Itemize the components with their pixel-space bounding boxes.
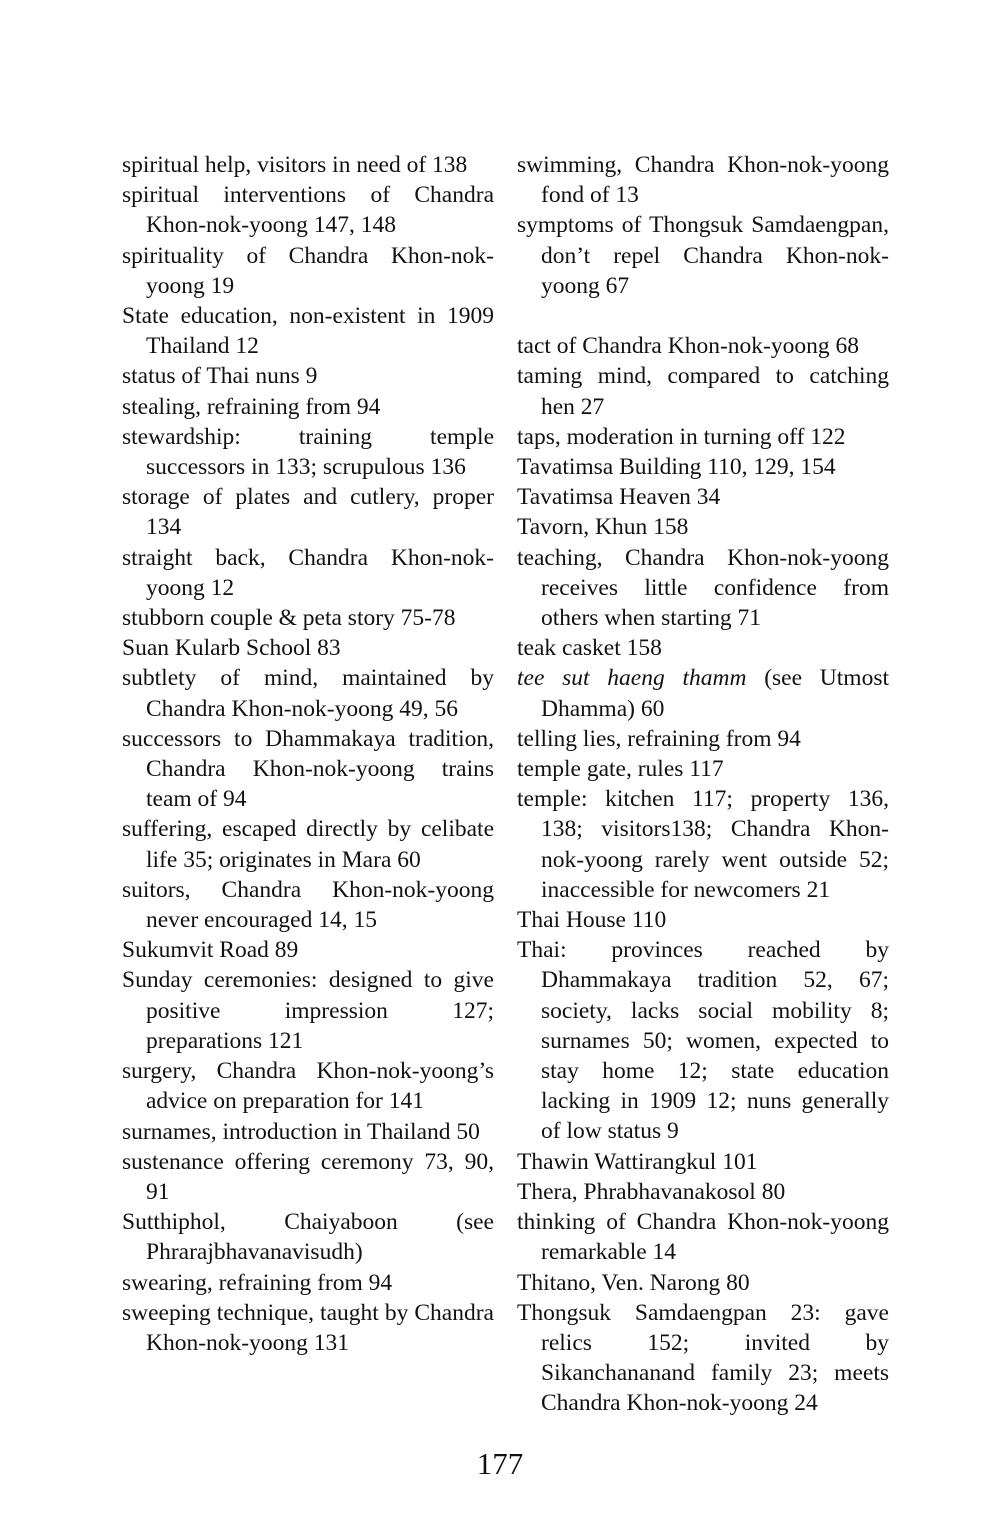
- index-entry: Sukumvit Road 89: [122, 937, 299, 964]
- index-entry: symptoms of Thongsuk Samdaengpan, don’t repel Chandra Khon-nok-yoong 67: [517, 212, 889, 299]
- index-entry: suitors, Chandra Khon-nok-yoong never encouraged 14, 15: [122, 876, 494, 934]
- index-entry: taps, moderation in turning off 122: [517, 423, 846, 450]
- index-entry: thinking of Chandra Khon-nok-yoong remarkable 14: [517, 1209, 889, 1266]
- page-number: 177: [476, 1446, 524, 1481]
- index-entry: status of Thai nuns 9: [122, 363, 318, 390]
- index-entry: Tavatimsa Heaven 34: [517, 484, 721, 511]
- index-entry: surnames, introduction in Thailand 50: [122, 1118, 480, 1145]
- index-entry: tact of Chandra Khon-nok-yoong 68: [517, 333, 859, 360]
- index-entry: teak casket 158: [517, 635, 662, 662]
- index-entry: Sutthiphol, Chaiyaboon (see Phrarajbhavanavisudh): [122, 1209, 494, 1266]
- index-entry: Sunday ceremonies: designed to give positive impression 127; preparations 121: [122, 967, 494, 1054]
- index-entry: Thongsuk Samdaengpan 23: gave relics 152; invited by Sikanchananand family 23; meets Chandra Khon-nok-yoong 24: [517, 1299, 889, 1417]
- index-column-left: [122, 150, 494, 1358]
- index-entry: spirituality of Chandra Khon-nok-yoong 19: [122, 242, 494, 299]
- italic-term: tee sut haeng thamm: [517, 665, 747, 692]
- index-entry: Thai House 110: [517, 907, 667, 934]
- index-entry: teaching, Chandra Khon-nok-yoong receives little confidence from others when starting 71: [517, 544, 889, 632]
- index-column-right: [517, 150, 889, 1419]
- index-entry: spiritual help, visitors in need of 138: [122, 152, 468, 178]
- index-entry: stewardship: training temple successors in 133; scrupulous 136: [122, 423, 494, 481]
- index-entry: subtlety of mind, maintained by Chandra Khon-nok-yoong 49, 56: [122, 665, 494, 722]
- index-entry: telling lies, refraining from 94: [517, 725, 801, 752]
- index-entry: stealing, refraining from 94: [122, 393, 381, 420]
- index-entry: storage of plates and cutlery, proper 134: [122, 484, 494, 541]
- index-entry: temple gate, rules 117: [517, 756, 724, 783]
- index-entry: Thai: provinces reached by Dhammakaya tradition 52, 67; society, lacks social mobility 8; surnames 50; women, expected to stay home 12; state education lacking in 1909 12; nuns generally of low status 9: [517, 937, 889, 1145]
- index-entry: swimming, Chandra Khon-nok-yoong fond of 13: [517, 152, 889, 209]
- index-entry: swearing, refraining from 94: [122, 1269, 393, 1296]
- index-entry: Tavatimsa Building 110, 129, 154: [517, 454, 836, 481]
- index-entry: Thera, Phrabhavanakosol 80: [517, 1178, 786, 1205]
- index-entry-italic-term: [517, 663, 889, 723]
- index-entry: stubborn couple & peta story 75-78: [122, 605, 456, 632]
- index-entry: successors to Dhammakaya tradition, Chandra Khon-nok-yoong trains team of 94: [122, 725, 494, 813]
- index-entry: Thitano, Ven. Narong 80: [517, 1269, 750, 1296]
- index-entry: temple: kitchen 117; property 136, 138; visitors138; Chandra Khon-nok-yoong rarely went outside 52; inaccessible for newcomers 21: [517, 786, 889, 903]
- index-entry: Tavorn, Khun 158: [517, 514, 689, 541]
- index-entry: taming mind, compared to catching hen 27: [517, 363, 889, 420]
- index-entry: State education, non-existent in 1909 Thailand 12: [122, 303, 494, 360]
- index-entry: sweeping technique, taught by Chandra Khon-nok-yoong 131: [122, 1299, 494, 1356]
- index-entry: spiritual interventions of Chandra Khon-nok-yoong 147, 148: [122, 182, 494, 239]
- index-entry: Suan Kularb School 83: [122, 635, 341, 662]
- index-entry: straight back, Chandra Khon-nok-yoong 12: [122, 544, 494, 601]
- index-entry: sustenance offering ceremony 73, 90, 91: [122, 1148, 494, 1205]
- entry-text: (see Utmost Dhamma) 60: [541, 665, 889, 722]
- index-entry: surgery, Chandra Khon-nok-yoong’s advice on preparation for 141: [122, 1058, 494, 1115]
- index-entry: suffering, escaped directly by celibate life 35; originates in Mara 60: [122, 816, 494, 873]
- index-entry: Thawin Wattirangkul 101: [517, 1148, 758, 1175]
